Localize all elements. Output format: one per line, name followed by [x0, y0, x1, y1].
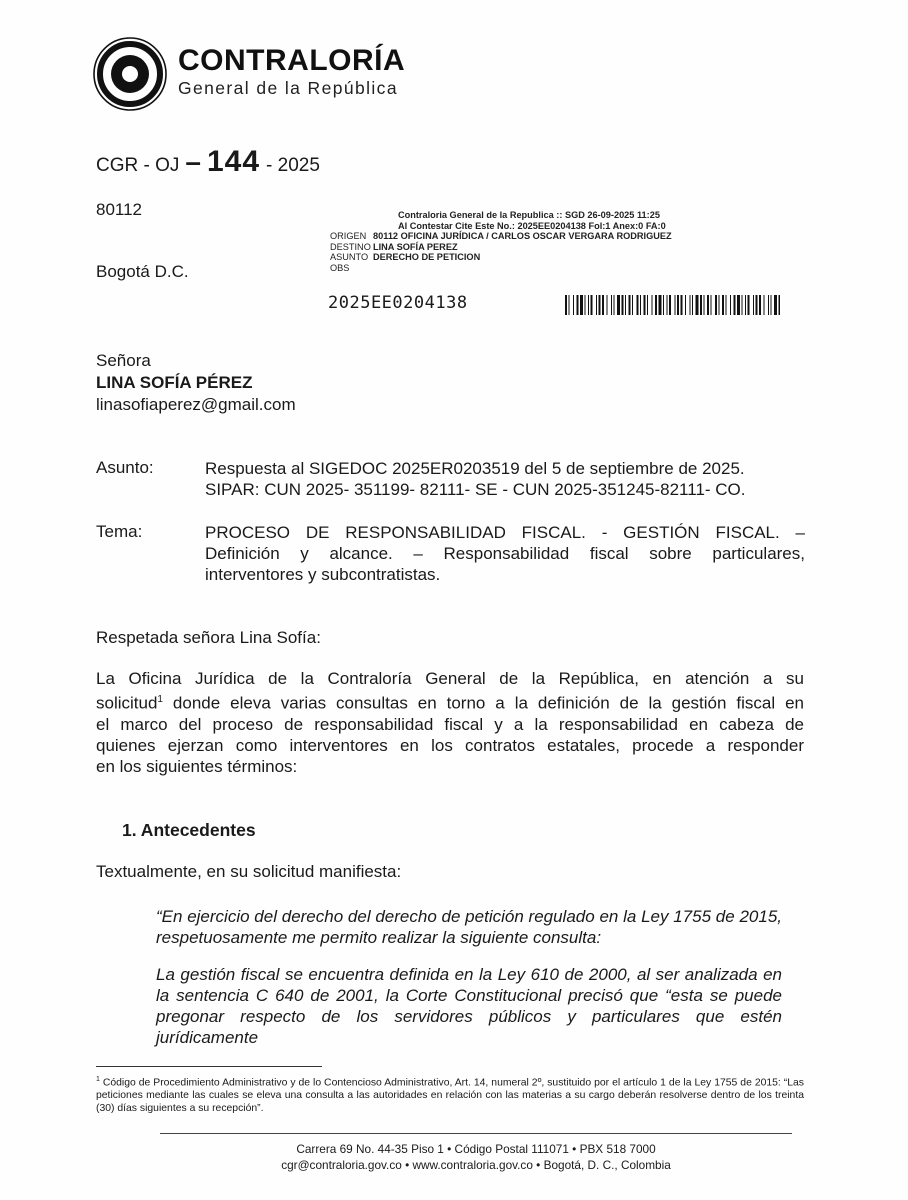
footer-address: Carrera 69 No. 44-35 Piso 1 • Código Postal 111071 • PBX 518 7000 [296, 1142, 656, 1156]
para-line-1: La Oficina Jurídica de la Contraloría General de la República, en atención a su [96, 669, 804, 688]
recipient-salutation: Señora [96, 351, 151, 370]
office-code: 80112 [96, 200, 143, 219]
asunto-line-1: Respuesta al SIGEDOC 2025ER0203519 del 5 de septiembre de 2025. [205, 459, 745, 478]
stamp-asunto-label: ASUNTO [330, 252, 369, 263]
stamp-obs-label: OBS [330, 262, 350, 273]
footer-divider [160, 1133, 792, 1134]
para-line-3: el marco del proceso de responsabilidad fiscal y a la responsabilidad en cabeza de [96, 714, 804, 734]
tema-line-3: interventores y subcontratistas. [205, 565, 441, 584]
city: Bogotá D.C. [96, 262, 189, 281]
stamp-origen-label: ORIGEN [330, 231, 367, 242]
footnote-reference: 1 [157, 694, 163, 705]
para-line-2b: donde eleva varias consultas en torno a la definición de la gestión fiscal en [162, 693, 804, 713]
asunto-line-2: SIPAR: CUN 2025- 351199- 82111- SE - CUN 2025-351245-82111- CO. [205, 480, 746, 499]
radicado-number: 2025EE0204138 [328, 293, 468, 313]
stamp-destino-label: DESTINO [330, 241, 371, 252]
stamp-line-1: Contraloria General de la Republica :: SGD 26-09-2025 11:25 [398, 210, 660, 220]
body-paragraph [96, 668, 804, 777]
footnote [96, 1073, 804, 1115]
recipient-email: linasofiaperez@gmail.com [96, 395, 296, 414]
intro-text: Textualmente, en su solicitud manifiesta: [96, 862, 402, 881]
tema-line-1: PROCESO DE RESPONSABILIDAD FISCAL. - GESTIÓN FISCAL. – [205, 523, 805, 542]
reference-number: 144 [206, 145, 261, 178]
stamp-line-2: Al Contestar Cite Este No.: 2025EE0204138 Fol:1 Anex:0 FA:0 [398, 220, 666, 231]
quote-block-2 [156, 964, 782, 1048]
para-line-5: en los siguientes términos: [96, 756, 298, 776]
quote-block-1 [156, 906, 782, 948]
tema-label: Tema: [96, 522, 143, 541]
footnote-marker: 1 [96, 1076, 100, 1083]
org-name: CONTRALORÍA [178, 44, 406, 77]
barcode-icon [565, 295, 780, 315]
tema-text [205, 522, 805, 585]
document-reference [96, 145, 320, 179]
quote-2-line-2: la sentencia C 640 de 2001, la Corte Constitucional precisó que “esta se puede [156, 986, 782, 1005]
tema-line-2: Definición y alcance. – Responsabilidad fiscal sobre particulares, [205, 544, 805, 563]
quote-1-line-2: respetuosamente me permito realizar la siguiente consulta: [156, 928, 602, 947]
reference-dash: – [185, 146, 201, 177]
stamp-origen-value: 80112 OFICINA JURÍDICA / CARLOS OSCAR VERGARA RODRIGUEZ [373, 231, 672, 242]
registry-stamp [330, 210, 672, 274]
stamp-asunto-value: DERECHO DE PETICION [373, 252, 481, 263]
footnote-divider [96, 1066, 322, 1067]
greeting: Respetada señora Lina Sofía: [96, 628, 321, 647]
reference-prefix: CGR - OJ [96, 155, 180, 176]
contraloria-logo-icon [92, 36, 168, 112]
asunto-label: Asunto: [96, 458, 154, 477]
para-line-4: quienes ejerzan como interventores en los contratos estatales, procede a responder [96, 735, 804, 755]
stamp-destino-value: LINA SOFÍA PEREZ [373, 241, 458, 252]
quote-2-line-1: La gestión fiscal se encuentra definida en la Ley 610 de 2000, al ser analizada en [156, 965, 782, 984]
recipient-block [96, 350, 296, 416]
asunto-text [205, 458, 805, 500]
para-line-2 [96, 689, 804, 714]
quote-1-line-1: “En ejercicio del derecho del derecho de petición regulado en la Ley 1755 de 2015, [156, 907, 782, 926]
recipient-name: LINA SOFÍA PÉREZ [96, 373, 253, 392]
quote-2-line-3: pregonar respecto de los servidores públicos y particulares que estén jurídicamente [156, 1007, 782, 1047]
para-line-2a: solicitud [96, 693, 158, 713]
section-heading: 1. Antecedentes [122, 820, 256, 840]
org-subtitle: General de la República [178, 78, 398, 98]
footer-contact: cgr@contraloria.gov.co • www.contraloria.gov.co • Bogotá, D. C., Colombia [281, 1158, 671, 1172]
footnote-text: Código de Procedimiento Administrativo y de lo Contencioso Administrativo, Art. 14, numeral 2º, sustituido por el artículo 1 de la Ley 1755 de 2015: “Las peticiones mediante las cuales se eleva una consulta a las autoridades en relación con las materias a su cargo deberán resolverse dentro de los treinta (30) días siguientes a su recepción”. [96, 1077, 804, 1115]
reference-year: - 2025 [266, 155, 320, 176]
